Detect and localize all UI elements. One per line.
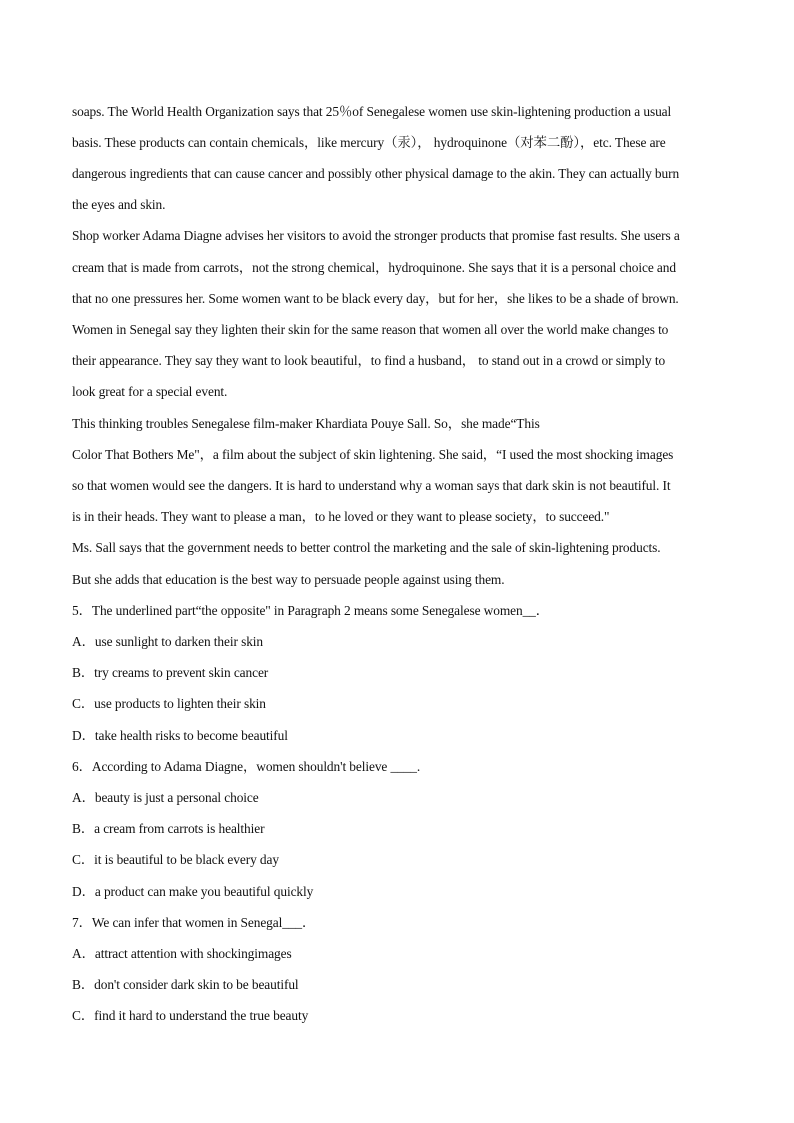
- option-b: B．try creams to prevent skin cancer: [72, 665, 269, 680]
- text-line: that no one pressures her. Some women want to be black every day，but for her，she likes to be a shade of brown.: [72, 291, 679, 306]
- option-c: C．it is beautiful to be black every day: [72, 852, 279, 867]
- text-line: look great for a special event.: [72, 384, 228, 399]
- text-line: soaps. The World Health Organization says that 25％of Senegalese women use skin-lightening production a usual: [72, 104, 672, 119]
- question-5: 5．The underlined part“the opposite" in Paragraph 2 means some Senegalese women__．: [72, 603, 550, 618]
- text-line: Color That Bothers Me"，a film about the subject of skin lightening. She said，“I used the most shocking images: [72, 447, 674, 462]
- text-line: cream that is made from carrots，not the strong chemical，hydroquinone. She says that it is a personal choice and: [72, 260, 676, 275]
- option-d: D．a product can make you beautiful quickly: [72, 884, 314, 899]
- text-line: is in their heads. They want to please a man，to he loved or they want to please society，to succeed.": [72, 509, 610, 524]
- text-line: Shop worker Adama Diagne advises her visitors to avoid the stronger products that promise fast results. She users a: [72, 228, 680, 243]
- text-line: This thinking troubles Senegalese film-maker Khardiata Pouye Sall. So，she made“This: [72, 416, 540, 431]
- option-a: A．beauty is just a personal choice: [72, 790, 259, 805]
- question-7: 7．We can infer that women in Senegal___．: [72, 915, 316, 930]
- text-line: Women in Senegal say they lighten their skin for the same reason that women all over the world make changes to: [72, 322, 669, 337]
- option-a: A．attract attention with shockingimages: [72, 946, 292, 961]
- text-line: the eyes and skin.: [72, 197, 166, 212]
- option-d: D．take health risks to become beautiful: [72, 728, 288, 743]
- option-c: C．find it hard to understand the true beauty: [72, 1008, 309, 1023]
- question-6: 6．According to Adama Diagne，women shouldn't believe ____.: [72, 759, 421, 774]
- option-b: B．a cream from carrots is healthier: [72, 821, 265, 836]
- option-b: B．don't consider dark skin to be beautiful: [72, 977, 299, 992]
- text-line: But she adds that education is the best way to persuade people against using them.: [72, 572, 505, 587]
- text-line: their appearance. They say they want to look beautiful，to find a husband， to stand out in a crowd or simply to: [72, 353, 666, 368]
- text-line: so that women would see the dangers. It is hard to understand why a woman says that dark skin is not beautiful. It: [72, 478, 671, 493]
- text-line: basis. These products can contain chemicals，like mercury（汞）， hydroquinone（对苯二酚），etc. These are: [72, 135, 666, 150]
- text-line: Ms. Sall says that the government needs to better control the marketing and the sale of skin-lightening products.: [72, 540, 661, 555]
- option-c: C．use products to lighten their skin: [72, 696, 266, 711]
- option-a: A．use sunlight to darken their skin: [72, 634, 264, 649]
- text-line: dangerous ingredients that can cause cancer and possibly other physical damage to the akin. They can actually burn: [72, 166, 680, 181]
